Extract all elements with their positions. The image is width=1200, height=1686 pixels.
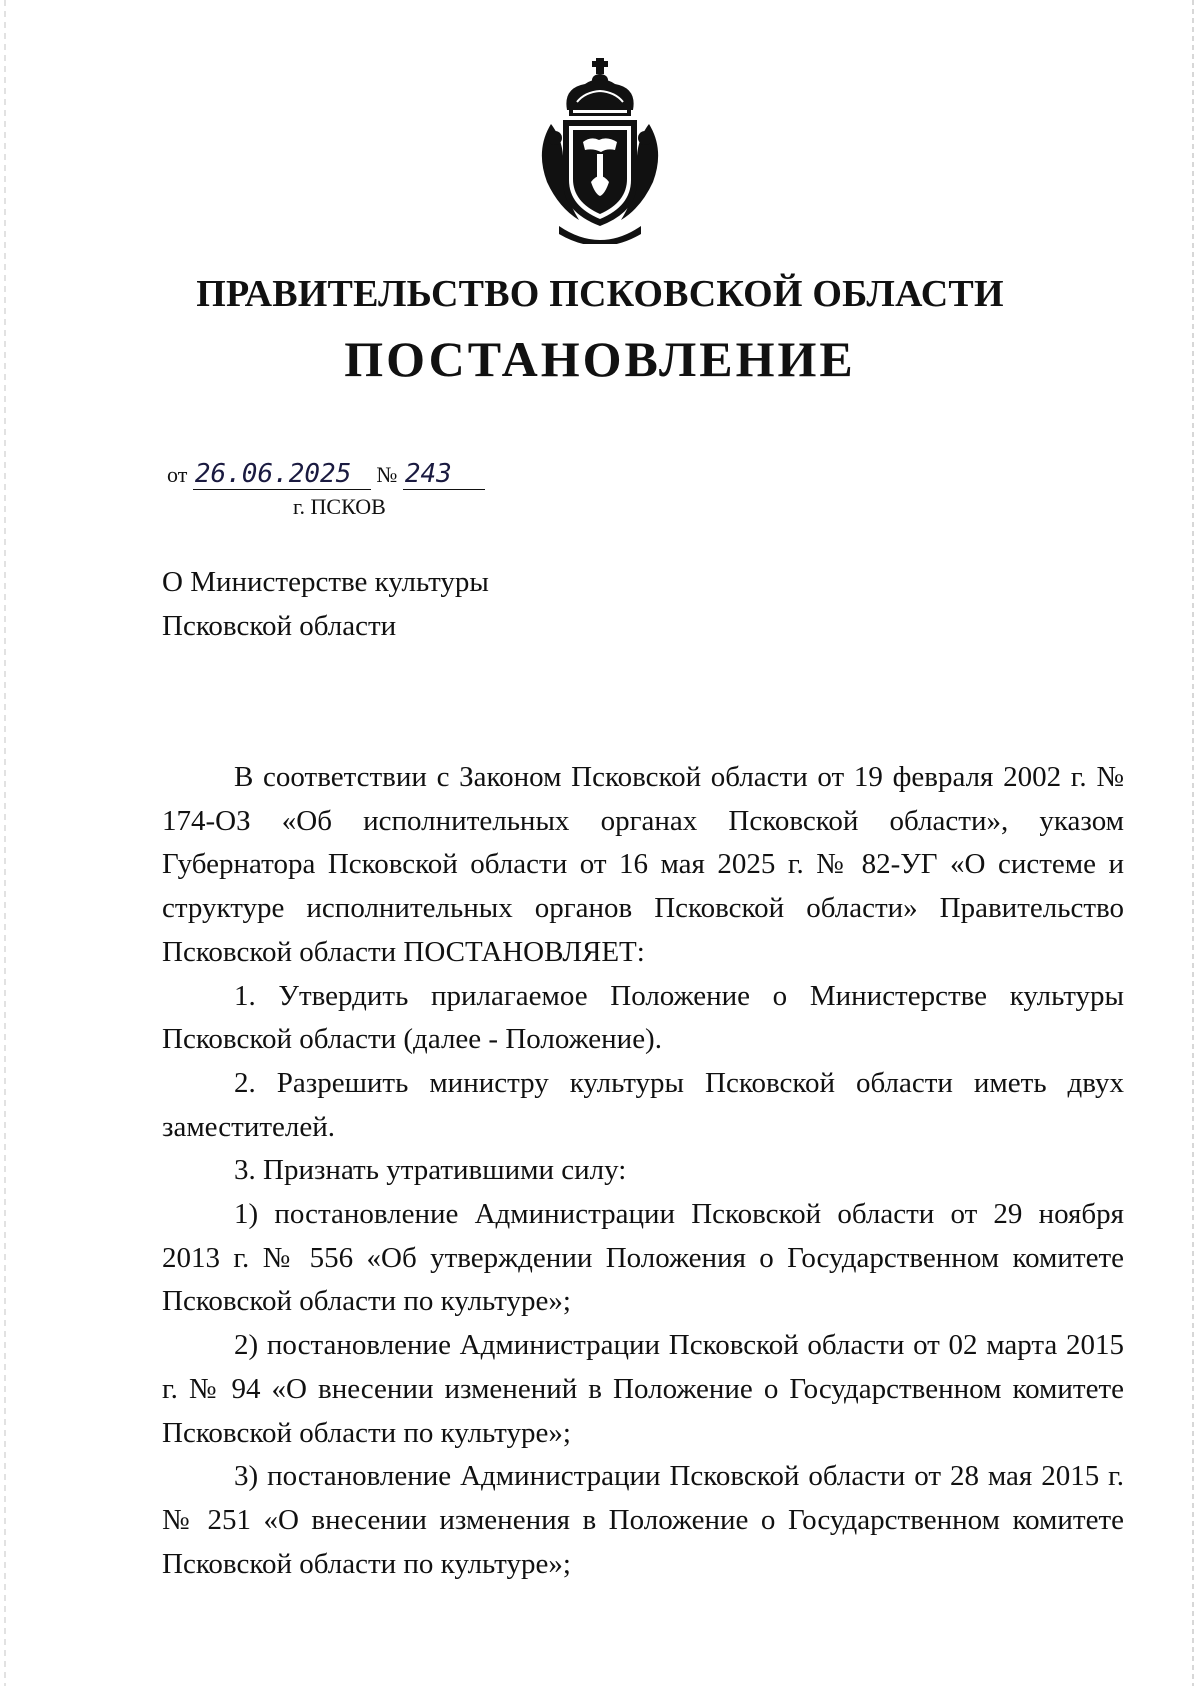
item-1-paragraph: 1. Утвердить прилагаемое Положение о Министерстве культуры Псковской области (далее - Положение). <box>162 979 1124 1056</box>
item-3-subitem-3: 3) постановление Администрации Псковской области от 28 мая 2015 г. № 251 «О внесении изменения в Положение о Государственном комитете Псковской области по культуре»; <box>162 1460 1124 1580</box>
preamble-paragraph: В соответствии с Законом Псковской области от 19 февраля 2002 г. № 174-ОЗ «Об исполнительных органах Псковской области», указом Губернатора Псковской области от 16 мая 2025 г. № 82-УГ «О системе и структуре исполнительных органов Псковской области» Правительство Псковской области ПОСТАНОВЛЯЕТ: <box>162 761 1124 968</box>
date-number-line <box>167 460 485 490</box>
pskov-coat-of-arms-icon <box>533 58 667 244</box>
item-3-intro: 3. Признать утратившими силу: <box>234 1154 627 1187</box>
organization-title: ПРАВИТЕЛЬСТВО ПСКОВСКОЙ ОБЛАСТИ <box>196 273 1004 315</box>
document-type-title: ПОСТАНОВЛЕНИЕ <box>344 331 856 387</box>
number-prefix: № <box>376 462 398 487</box>
item-3-subitem-2: 2) постановление Администрации Псковской области от 02 марта 2015 г. № 94 «О внесении изменений в Положение о Государственном комитете Псковской области по культуре»; <box>162 1329 1124 1449</box>
document-number: 243 <box>403 460 485 490</box>
scan-edge-right <box>1192 0 1194 1686</box>
scan-edge-left <box>4 0 6 1686</box>
date-prefix: от <box>167 462 188 487</box>
document-date: 26.06.2025 <box>193 460 371 490</box>
subject-line-1: О Министерстве культуры <box>162 566 489 598</box>
city-label: г. ПСКОВ <box>293 494 386 519</box>
document-body <box>162 756 1124 1586</box>
item-2-paragraph: 2. Разрешить министру культуры Псковской области иметь двух заместителей. <box>162 1066 1124 1143</box>
document-subject <box>162 560 489 648</box>
item-3-subitem-1: 1) постановление Администрации Псковской области от 29 ноября 2013 г. № 556 «Об утверждении Положения о Государственном комитете Псковской области по культуре»; <box>162 1198 1124 1318</box>
subject-line-2: Псковской области <box>162 610 397 642</box>
